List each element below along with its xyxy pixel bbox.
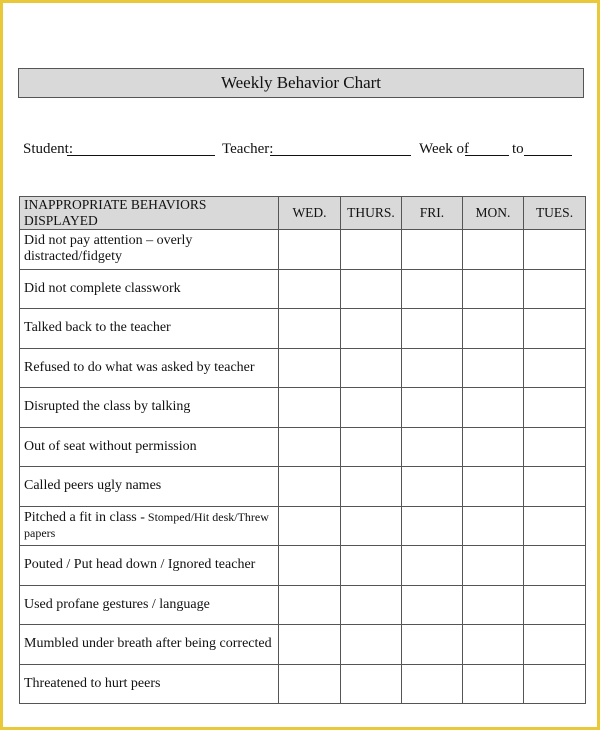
day-cell[interactable] (341, 625, 402, 665)
table-row (20, 467, 586, 507)
table-row (20, 427, 586, 467)
day-cell[interactable] (524, 664, 586, 704)
behavior-cell (20, 506, 279, 546)
teacher-field[interactable] (270, 155, 411, 156)
day-cell[interactable] (402, 664, 463, 704)
behavior-label: Disrupted the class by talking (24, 399, 191, 415)
behavior-label: Talked back to the teacher (24, 320, 171, 336)
behavior-detail: Stomped/Hit desk/Threw papers (24, 509, 269, 540)
day-cell[interactable] (402, 269, 463, 309)
day-cell[interactable] (279, 269, 341, 309)
table-row (20, 269, 586, 309)
table-row (20, 546, 586, 586)
day-cell[interactable] (279, 348, 341, 388)
day-cell[interactable] (463, 427, 524, 467)
day-cell[interactable] (279, 625, 341, 665)
behavior-label: Refused to do what was asked by teacher (24, 359, 255, 375)
day-header-tues: TUES. (524, 197, 586, 230)
behavior-label: Pouted / Put head down / Ignored teacher (24, 557, 256, 573)
behavior-label: Did not complete classwork (24, 280, 181, 296)
day-cell[interactable] (524, 388, 586, 428)
day-cell[interactable] (341, 664, 402, 704)
table-row (20, 388, 586, 428)
day-cell[interactable] (463, 506, 524, 546)
table-row (20, 348, 586, 388)
behavior-cell (20, 269, 279, 309)
behavior-cell (20, 585, 279, 625)
day-cell[interactable] (524, 467, 586, 507)
day-cell[interactable] (402, 467, 463, 507)
teacher-label: Teacher: (222, 141, 274, 157)
day-cell[interactable] (524, 230, 586, 270)
page-title: Weekly Behavior Chart (18, 68, 584, 98)
day-cell[interactable] (524, 506, 586, 546)
behaviors-header: INAPPROPRIATE BEHAVIORS DISPLAYED (20, 197, 279, 230)
table-row (20, 309, 586, 349)
week-of-label: Week of (419, 141, 470, 157)
day-cell[interactable] (341, 467, 402, 507)
day-header-wed: WED. (279, 197, 341, 230)
day-cell[interactable] (279, 585, 341, 625)
behavior-label: Out of seat without permission (24, 438, 197, 454)
day-cell[interactable] (524, 585, 586, 625)
table-row (20, 585, 586, 625)
day-header-mon: MON. (463, 197, 524, 230)
behavior-cell (20, 230, 279, 270)
student-field[interactable] (67, 155, 215, 156)
day-cell[interactable] (463, 585, 524, 625)
week-start-field[interactable] (465, 155, 509, 156)
student-label: Student: (23, 141, 74, 157)
day-cell[interactable] (341, 506, 402, 546)
day-cell[interactable] (402, 427, 463, 467)
day-cell[interactable] (524, 309, 586, 349)
day-header-fri: FRI. (402, 197, 463, 230)
day-cell[interactable] (341, 348, 402, 388)
behavior-label: Did not pay attention – overly distracted/fidgety (24, 233, 193, 265)
day-cell[interactable] (402, 585, 463, 625)
day-cell[interactable] (402, 506, 463, 546)
behavior-cell (20, 388, 279, 428)
header-fields (3, 139, 597, 163)
day-cell[interactable] (402, 348, 463, 388)
day-cell[interactable] (341, 309, 402, 349)
behavior-cell (20, 309, 279, 349)
table-row (20, 230, 586, 270)
behavior-label: Used profane gestures / language (24, 596, 210, 612)
day-cell[interactable] (341, 546, 402, 586)
day-cell[interactable] (279, 309, 341, 349)
day-header-thurs: THURS. (341, 197, 402, 230)
day-cell[interactable] (279, 664, 341, 704)
behavior-cell (20, 427, 279, 467)
day-cell[interactable] (463, 348, 524, 388)
day-cell[interactable] (463, 388, 524, 428)
day-cell[interactable] (279, 506, 341, 546)
day-cell[interactable] (402, 230, 463, 270)
behavior-cell (20, 348, 279, 388)
day-cell[interactable] (341, 388, 402, 428)
day-cell[interactable] (524, 348, 586, 388)
day-cell[interactable] (463, 269, 524, 309)
day-cell[interactable] (463, 546, 524, 586)
day-cell[interactable] (341, 230, 402, 270)
day-cell[interactable] (402, 625, 463, 665)
table-row (20, 506, 586, 546)
day-cell[interactable] (524, 427, 586, 467)
day-cell[interactable] (463, 625, 524, 665)
behavior-label: Threatened to hurt peers (24, 675, 161, 691)
day-cell[interactable] (279, 230, 341, 270)
day-cell[interactable] (279, 546, 341, 586)
behavior-cell (20, 467, 279, 507)
day-cell[interactable] (341, 269, 402, 309)
day-cell[interactable] (463, 664, 524, 704)
day-cell[interactable] (463, 467, 524, 507)
day-cell[interactable] (279, 467, 341, 507)
day-cell[interactable] (279, 388, 341, 428)
day-cell[interactable] (524, 269, 586, 309)
behavior-cell (20, 546, 279, 586)
day-cell[interactable] (279, 427, 341, 467)
table-row (20, 664, 586, 704)
table-row (20, 625, 586, 665)
day-cell[interactable] (524, 546, 586, 586)
week-end-field[interactable] (524, 155, 572, 156)
day-cell[interactable] (402, 388, 463, 428)
behavior-cell (20, 664, 279, 704)
day-cell[interactable] (463, 230, 524, 270)
behavior-label: Mumbled under breath after being corrected (24, 636, 272, 652)
day-cell[interactable] (463, 309, 524, 349)
behavior-cell (20, 625, 279, 665)
behavior-label: Called peers ugly names (24, 478, 162, 494)
day-cell[interactable] (524, 625, 586, 665)
day-cell[interactable] (402, 309, 463, 349)
to-label: to (512, 141, 524, 157)
day-cell[interactable] (341, 427, 402, 467)
day-cell[interactable] (402, 546, 463, 586)
behavior-label: Pitched a fit in class - (24, 509, 145, 525)
table-header-row (20, 197, 586, 230)
behavior-table (19, 196, 586, 704)
document-page (3, 3, 597, 727)
day-cell[interactable] (341, 585, 402, 625)
